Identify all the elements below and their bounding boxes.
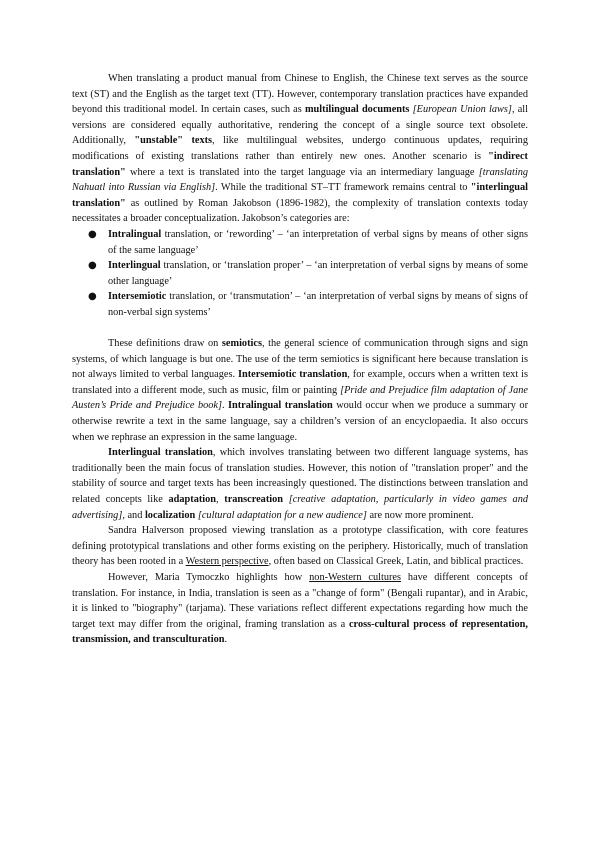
term-indirect-translation: "indirect translation": [72, 150, 528, 178]
text-run: Sandra Halverson proposed viewing translation as a prototype classification, with core features defining prototypical translations and other forms existing on the periphery. Historically, much of translation theory has been rooted in a: [72, 525, 528, 568]
list-item: [88, 258, 528, 289]
text-run: , and: [122, 509, 145, 521]
term-localization: localization: [144, 509, 196, 521]
category-description: translation, or ‘translation proper’ – ‘an interpretation of verbal signs by means of some other language’: [108, 260, 528, 287]
term-interlingual-translation: Interlingual translation: [108, 447, 213, 459]
example-nahuatl: [translating Nahuatl into Russian via English]: [72, 166, 528, 194]
bullet-icon: ●: [88, 291, 97, 303]
example-cultural-adaptation: [cultural adaptation for a new audience]: [197, 509, 367, 521]
paragraph-tymoczko: [72, 570, 528, 648]
term-intralingual-translation: Intralingual translation: [228, 400, 333, 412]
text-run: When translating a product manual from Chinese to English, the Chinese text serves as the source text (ST) and the English as the target text (TT). However, contemporary translation practices have expanded beyond this traditional model. In certain cases, such as: [72, 73, 528, 116]
text-run: .: [224, 634, 228, 646]
text-run: ,: [216, 494, 225, 506]
text-run: have different concepts of translation. For instance, in India, translation is seen as a "change of form" (Bengali rupantar), and in Arabic, it is linked to "biography" (tarjama). These variations reflect different expectations regarding how much the target text may differ from the original, framing translation as a: [72, 572, 528, 630]
paragraph-intro: [72, 71, 528, 227]
text-run: . While the traditional ST–TT framework remains central to: [215, 182, 471, 194]
example-creative-adaptation: [creative adaptation, particularly in video games and advertising]: [72, 494, 529, 521]
text-run: , which involves translating between two different language systems, has traditionally been the main focus of translation studies. However, this notion of "translation proper" and the stability of source and target texts has been increasingly questioned. The distinctions between translation and related concepts like: [72, 447, 528, 506]
text-run: These definitions draw on: [108, 338, 222, 350]
text-run: , often based on Classical Greek, Latin, and biblical practices.: [268, 556, 524, 568]
term-intersemiotic-translation: Intersemiotic translation: [237, 369, 348, 381]
list-item: [88, 289, 528, 320]
term-adaptation: adaptation: [168, 494, 217, 506]
category-description: translation, or ‘transmutation’ – ‘an interpretation of verbal signs by means of signs of non-verbal sign systems’: [108, 291, 528, 318]
term-cross-cultural-process: cross-cultural process of representation, transmission, and transculturation: [72, 618, 528, 646]
example-pride-and-prejudice: [Pride and Prejudice film adaptation of Jane Austen’s Pride and Prejudice book]: [72, 384, 528, 412]
category-term: Interlingual: [108, 260, 161, 272]
text-run: .: [221, 400, 229, 412]
category-term: Intersemiotic: [108, 291, 167, 303]
text-run: would occur when we produce a summary or otherwise rewrite a text in the same language, say a children’s version of an encyclopaedia. It also occurs when we rephrase an expression in the same language.: [72, 400, 528, 443]
category-term: Intralingual: [108, 228, 162, 240]
text-run: However, Maria Tymoczko highlights how: [108, 572, 310, 583]
term-semiotics: semiotics: [221, 338, 262, 350]
category-description: translation, or ‘rewording’ – ‘an interpretation of verbal signs by means of other signs of the same language’: [108, 228, 528, 256]
underlined-non-western-cultures: non-Western cultures: [309, 572, 402, 583]
list-item: [88, 227, 528, 258]
document-body: [72, 71, 528, 648]
term-unstable-texts: "unstable" texts: [134, 135, 213, 147]
bullet-icon: ●: [88, 228, 97, 240]
blank-line: [72, 321, 528, 337]
term-transcreation: transcreation: [224, 494, 284, 506]
jakobson-categories-list: [72, 227, 528, 321]
term-multilingual-documents: multilingual documents: [304, 104, 410, 116]
text-run: , like multilingual websites, undergo continuous updates, requiring modifications of existing translations rather than entirely new ones. Another scenario is: [72, 135, 528, 162]
paragraph-semiotics: [72, 336, 528, 445]
text-run: are now more prominent.: [366, 509, 474, 521]
bullet-icon: ●: [88, 260, 97, 272]
term-interlingual-translation: "interlingual translation": [72, 182, 528, 209]
paragraph-interlingual: [72, 445, 528, 523]
text-run: , the general science of communication through signs and sign systems, of which language is but one. The use of the term semiotics is significant here because translation is not always limited to verbal languages.: [72, 338, 528, 381]
paragraph-halverson: [72, 523, 528, 570]
example-eu-laws: [European Union laws]: [412, 104, 512, 116]
text-run: , for example, occurs when a written text is translated into a different mode, such as music, film or painting: [72, 369, 528, 396]
text-run: , all versions are considered equally authoritative, rendering the concept of a single source text obsolete. Additionally,: [72, 104, 529, 147]
text-run: as outlined by Roman Jakobson (1896-1982), the complexity of translation contexts today necessitates a broader conceptualization. Jakobson’s categories are:: [72, 197, 528, 225]
text-run: where a text is translated into the target language via an intermediary language: [125, 166, 479, 178]
underlined-western-perspective: Western perspective: [185, 556, 269, 568]
